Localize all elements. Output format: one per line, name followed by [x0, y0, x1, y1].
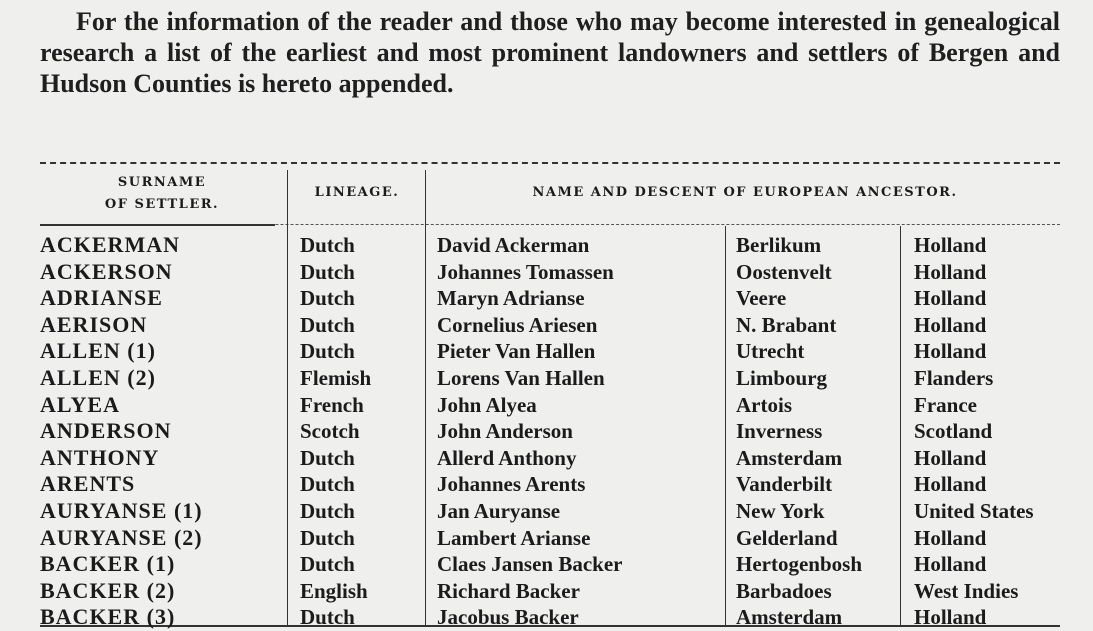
- cell-ancestor-name: Lambert Arianse: [437, 525, 591, 550]
- cell-surname: BACKER (2): [40, 577, 176, 603]
- cell-lineage: Dutch: [300, 259, 355, 284]
- cell-lineage: Dutch: [300, 525, 355, 550]
- cell-surname: ALYEA: [40, 391, 120, 417]
- cell-lineage: Dutch: [300, 233, 355, 257]
- table-row: [0, 604, 1093, 631]
- cell-ancestor-name: Cornelius Ariesen: [437, 312, 598, 337]
- cell-lineage: Dutch: [300, 445, 355, 470]
- cell-country: United States: [914, 498, 1034, 523]
- header-surname-line2: OF SETTLER.: [104, 197, 220, 212]
- cell-surname: ALLEN (1): [40, 338, 156, 364]
- cell-country: Holland: [914, 445, 987, 470]
- table-row: [0, 392, 1093, 419]
- table-row: [0, 471, 1093, 498]
- cell-ancestor-name: Allerd Anthony: [437, 445, 577, 470]
- cell-ancestor-name: Claes Jansen Backer: [437, 552, 623, 577]
- cell-country: Holland: [914, 525, 987, 550]
- cell-ancestor-name: Lorens Van Hallen: [437, 365, 605, 390]
- cell-country: France: [914, 392, 977, 417]
- cell-lineage: Dutch: [300, 498, 355, 523]
- cell-ancestor-name: John Anderson: [437, 419, 573, 444]
- cell-surname: BACKER (3): [40, 604, 176, 630]
- cell-place: Veere: [736, 286, 787, 311]
- cell-country: West Indies: [914, 578, 1019, 603]
- cell-ancestor-name: Johannes Tomassen: [437, 259, 614, 284]
- header-surname: [62, 172, 262, 216]
- cell-surname: BACKER (1): [40, 551, 176, 577]
- table-row: [0, 551, 1093, 578]
- cell-country: Holland: [914, 233, 987, 257]
- table-row: [0, 578, 1093, 605]
- cell-surname: AURYANSE (1): [40, 497, 203, 523]
- cell-ancestor-name: Pieter Van Hallen: [437, 339, 596, 364]
- cell-country: Holland: [914, 312, 987, 337]
- table-row: [0, 312, 1093, 339]
- cell-place: Artois: [736, 392, 792, 417]
- table-row: [0, 285, 1093, 312]
- cell-lineage: English: [300, 578, 368, 603]
- cell-surname: ANTHONY: [40, 444, 160, 470]
- table-row: [0, 525, 1093, 552]
- cell-lineage: Dutch: [300, 339, 355, 364]
- cell-ancestor-name: Johannes Arents: [437, 472, 586, 497]
- cell-surname: ACKERMAN: [40, 232, 180, 257]
- cell-place: Berlikum: [736, 233, 822, 257]
- table-row: [0, 338, 1093, 365]
- cell-place: Utrecht: [736, 339, 805, 364]
- cell-place: Limbourg: [736, 365, 828, 390]
- cell-place: Hertogenbosh: [736, 552, 862, 577]
- table-row: [0, 418, 1093, 445]
- cell-surname: ALLEN (2): [40, 364, 156, 390]
- cell-country: Holland: [914, 339, 987, 364]
- cell-place: Oostenvelt: [736, 259, 832, 284]
- table-row: [0, 232, 1093, 259]
- cell-country: Holland: [914, 286, 987, 311]
- cell-lineage: Scotch: [300, 419, 360, 444]
- cell-ancestor-name: Jan Auryanse: [437, 498, 561, 523]
- cell-surname: AURYANSE (2): [40, 524, 203, 550]
- table-row: [0, 498, 1093, 525]
- cell-country: Flanders: [914, 365, 994, 390]
- table-top-rule: [40, 162, 1060, 164]
- cell-ancestor-name: Maryn Adrianse: [437, 286, 585, 311]
- header-lineage: LINEAGE.: [314, 185, 400, 200]
- settler-table-body: [0, 232, 1093, 631]
- cell-country: Holland: [914, 472, 987, 497]
- cell-lineage: Dutch: [300, 552, 355, 577]
- cell-lineage: Dutch: [300, 605, 355, 630]
- cell-place: Amsterdam: [736, 605, 843, 630]
- header-descent: NAME AND DESCENT OF EUROPEAN ANCESTOR.: [532, 185, 958, 200]
- intro-paragraph: [40, 6, 1060, 99]
- cell-ancestor-name: John Alyea: [437, 392, 537, 417]
- cell-lineage: Dutch: [300, 286, 355, 311]
- cell-ancestor-name: David Ackerman: [437, 233, 590, 257]
- surname-header-underline: [40, 224, 275, 226]
- cell-country: Scotland: [914, 419, 993, 444]
- cell-lineage: French: [300, 392, 364, 417]
- cell-place: Vanderbilt: [736, 472, 833, 497]
- cell-surname: AERISON: [40, 311, 148, 337]
- cell-ancestor-name: Jacobus Backer: [437, 605, 579, 630]
- cell-surname: ACKERSON: [40, 258, 173, 284]
- cell-lineage: Dutch: [300, 472, 355, 497]
- cell-place: Gelderland: [736, 525, 838, 550]
- cell-surname: ANDERSON: [40, 418, 172, 444]
- cell-lineage: Dutch: [300, 312, 355, 337]
- cell-place: Amsterdam: [736, 445, 843, 470]
- intro-text: For the information of the reader and those who may become interested in genealogical research a list of the earliest and most prominent landowners and settlers of Bergen and Hudson Counties is hereto appended.: [40, 7, 1060, 98]
- table-row: [0, 445, 1093, 472]
- table-row: [0, 259, 1093, 286]
- cell-lineage: Flemish: [300, 365, 372, 390]
- cell-country: Holland: [914, 552, 987, 577]
- cell-country: Holland: [914, 605, 987, 630]
- cell-place: N. Brabant: [736, 312, 837, 337]
- cell-place: Barbadoes: [736, 578, 832, 603]
- header-surname-line1: SURNAME: [117, 175, 207, 190]
- cell-ancestor-name: Richard Backer: [437, 578, 580, 603]
- cell-surname: ADRIANSE: [40, 285, 163, 311]
- cell-place: Inverness: [736, 419, 823, 444]
- cell-place: New York: [736, 498, 825, 523]
- table-row: [0, 365, 1093, 392]
- cell-country: Holland: [914, 259, 987, 284]
- cell-surname: ARENTS: [40, 471, 136, 497]
